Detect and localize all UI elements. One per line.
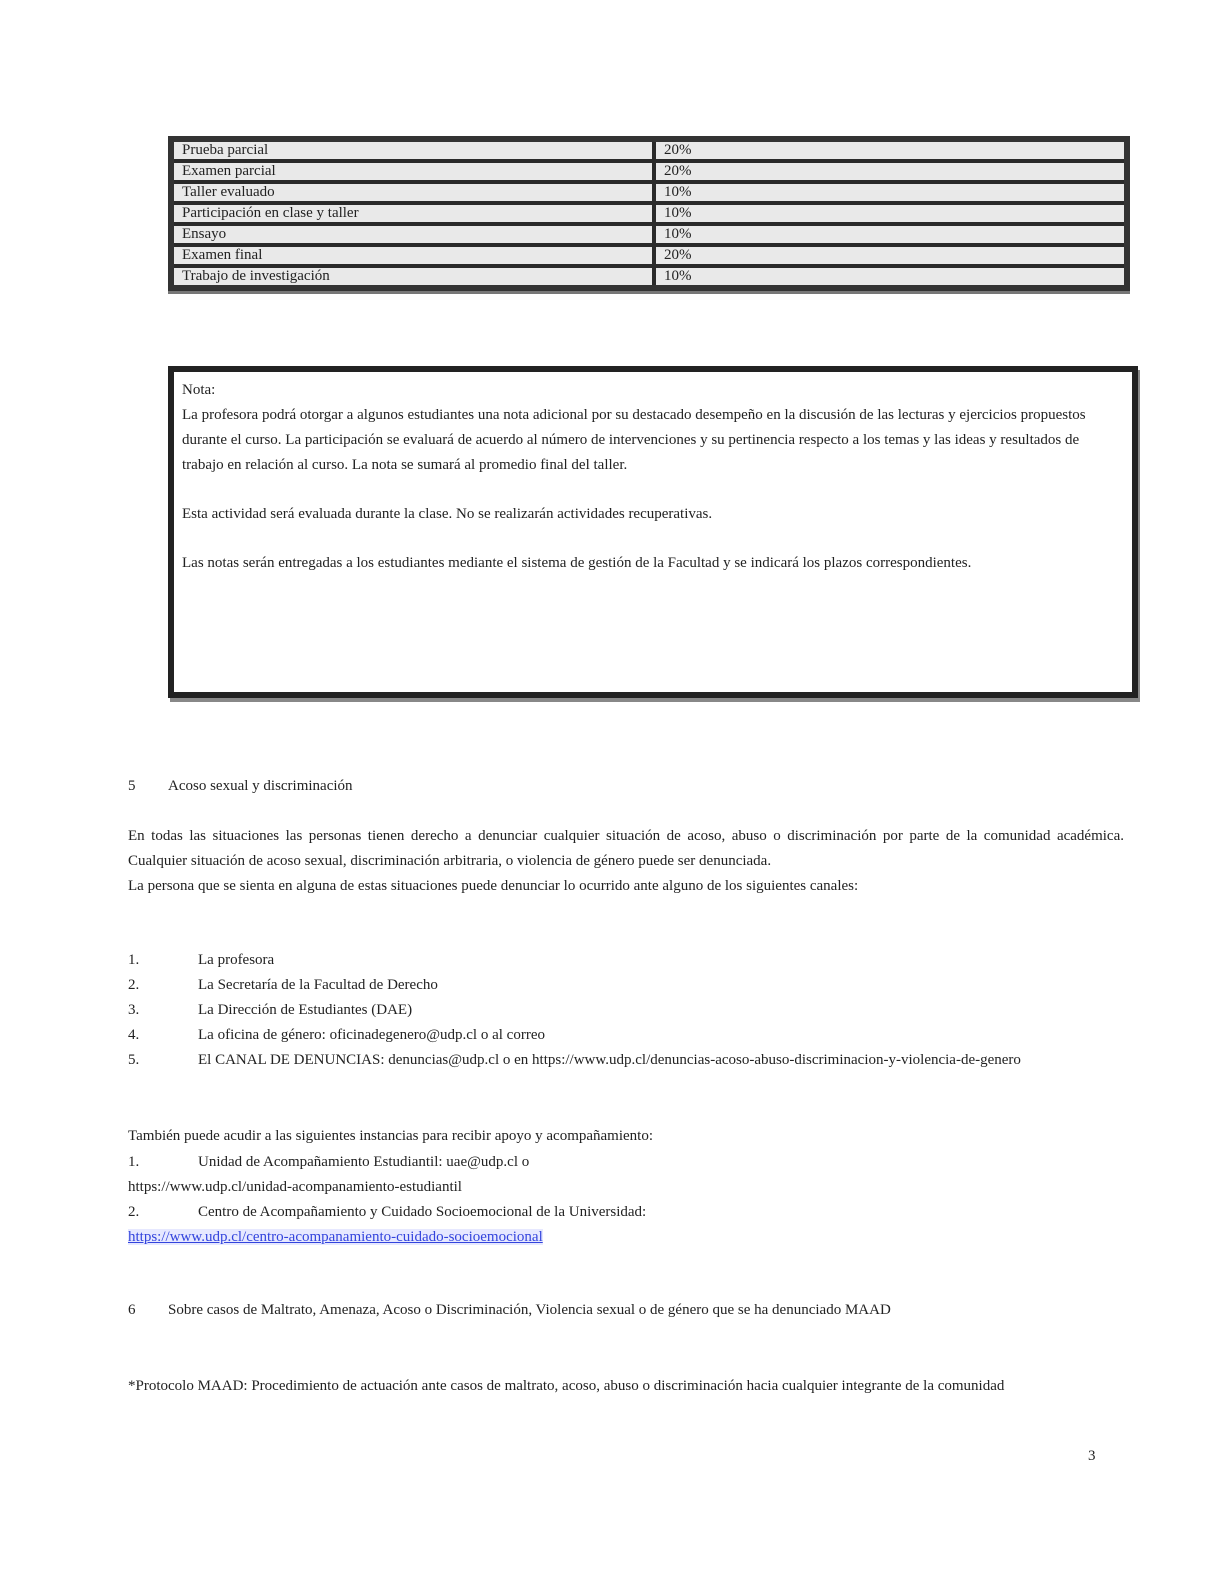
list-item: 3. La Dirección de Estudiantes (DAE) [128,1002,413,1018]
list-item [128,1225,1124,1250]
note-box [168,366,1138,698]
section-title: Acoso sexual y discriminación [168,778,353,794]
section5-paragraph-1: En todas las situaciones las personas tienen derecho a denunciar cualquier situación de acoso, abuso o discriminación por parte de la comunidad académica. Cualquier situación de acoso sexual, discriminación arbitraria, o violencia de género puede ser denunciada. [128,828,1124,869]
table-row [171,203,1127,224]
list-item: 1. Unidad de Acompañamiento Estudiantil: uae@udp.cl o [128,1154,530,1170]
section5-paragraph-3: También puede acudir a las siguientes instancias para recibir apoyo y acompañamiento: [128,1128,654,1144]
channels-list [128,948,1124,1073]
grade-item: Ensayo [171,224,654,245]
note-paragraph-3: Las notas serán entregadas a los estudiantes mediante el sistema de gestión de la Facultad y se indicará los plazos correspondientes. [182,555,972,571]
note-title: Nota: [182,382,216,398]
list-item: 2. La Secretaría de la Facultad de Derecho [128,977,438,993]
section6-paragraph-1: *Protocolo MAAD: Procedimiento de actuación ante casos de maltrato, acoso, abuso o discriminación hacia cualquier integrante de la comunidad [128,1378,1005,1394]
grade-weight: 10% [654,266,1127,288]
grade-item: Participación en clase y taller [171,203,654,224]
grade-item: Trabajo de investigación [171,266,654,288]
grade-item: Prueba parcial [171,139,654,161]
grade-item: Examen parcial [171,161,654,182]
table-row [171,139,1127,161]
grade-weight: 10% [654,224,1127,245]
section5-paragraph-2: La persona que se sienta en alguna de estas situaciones puede denunciar lo ocurrido ante alguno de los siguientes canales: [128,878,859,894]
table-row [171,182,1127,203]
list-item: 2. Centro de Acompañamiento y Cuidado Socioemocional de la Universidad: [128,1204,647,1220]
grade-weight: 10% [654,182,1127,203]
grade-table [168,136,1130,291]
section-heading-5 [128,774,353,799]
list-item [128,1175,1124,1200]
table-row [171,245,1127,266]
page-number: 3 [1088,1448,1096,1464]
support-link[interactable]: https://www.udp.cl/centro-acompanamiento-cuidado-socioemocional [128,1229,543,1245]
grade-item: Taller evaluado [171,182,654,203]
table-row [171,161,1127,182]
section-heading-6 [128,1298,1068,1323]
section-title: Sobre casos de Maltrato, Amenaza, Acoso o Discriminación, Violencia sexual o de género que se ha denunciado MAAD [168,1302,891,1318]
note-paragraph-2: Esta actividad será evaluada durante la clase. No se realizarán actividades recuperativas. [182,506,713,522]
grade-weight: 10% [654,203,1127,224]
table-row [171,266,1127,288]
grade-weight: 20% [654,139,1127,161]
section-number: 5 [128,778,136,794]
list-item: 4. La oficina de género: oficinadegenero@udp.cl o al correo [128,1027,545,1043]
support-list [128,1150,1124,1250]
note-paragraph-1: La profesora podrá otorgar a algunos estudiantes una nota adicional por su destacado desempeño en la discusión de las lecturas y ejercicios propuestos durante el curso. La participación se evaluará de acuerdo al número de intervenciones y su pertinencia respecto a los temas y las ideas y resultados de trabajo en relación al curso. La nota se sumará al promedio final del taller. [182,407,1086,473]
section-number: 6 [128,1302,136,1318]
grade-weight: 20% [654,245,1127,266]
support-url: https://www.udp.cl/unidad-acompanamiento-estudiantil [128,1179,462,1195]
list-item: 5. El CANAL DE DENUNCIAS: denuncias@udp.cl o en https://www.udp.cl/denuncias-acoso-abuso-discriminacion-y-violencia-de-genero [128,1052,1021,1068]
table-row [171,224,1127,245]
grade-weight: 20% [654,161,1127,182]
list-item: 1. La profesora [128,952,275,968]
grade-item: Examen final [171,245,654,266]
